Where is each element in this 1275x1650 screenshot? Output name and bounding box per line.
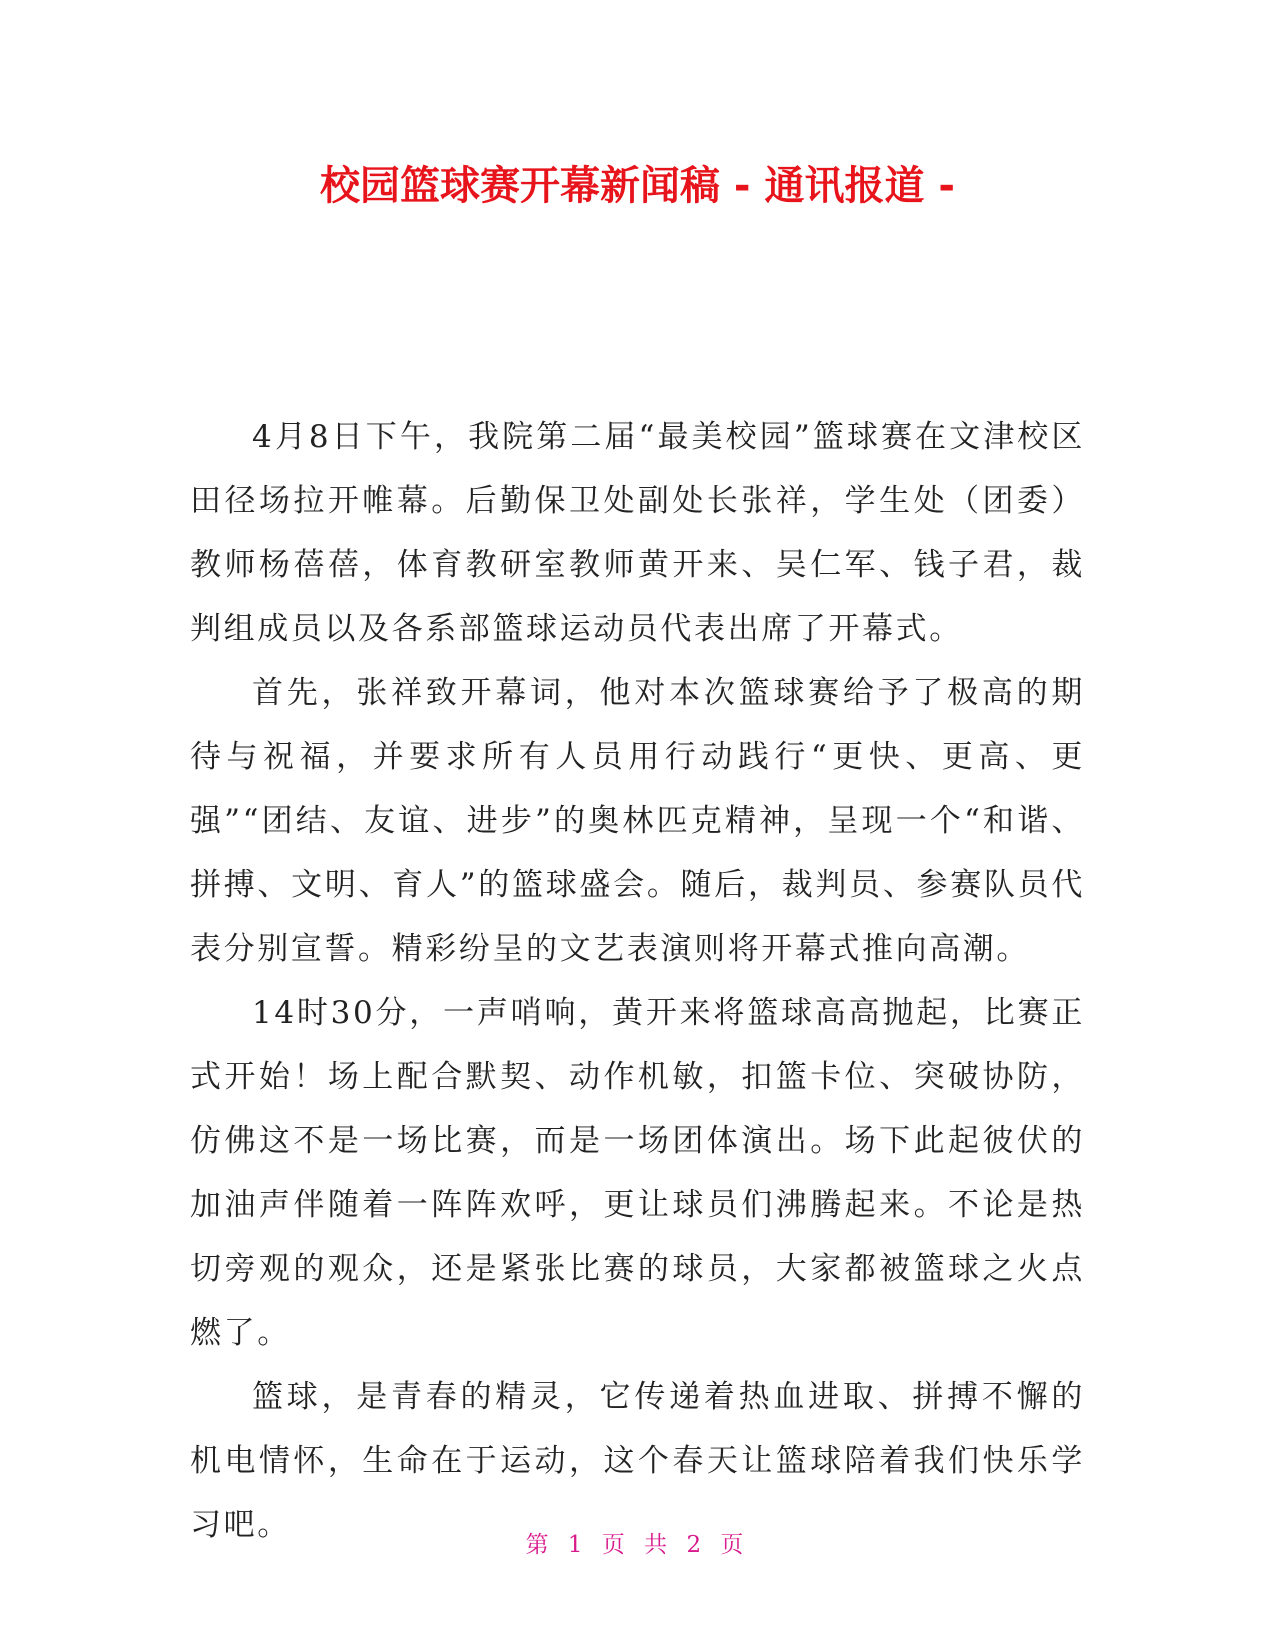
article-body — [190, 405, 1085, 1557]
paragraph-3: 14时30分，一声哨响，黄开来将篮球高高抛起，比赛正式开始！场上配合默契、动作机敏，扣篮卡位、突破协防，仿佛这不是一场比赛，而是一场团体演出。场下此起彼伏的加油声伴随着一阵阵欢呼，更让球员们沸腾起来。不论是热切旁观的观众，还是紧张比赛的球员，大家都被篮球之火点燃了。 — [190, 995, 1085, 1351]
paragraph-2: 首先，张祥致开幕词，他对本次篮球赛给予了极高的期待与祝福，并要求所有人员用行动践行“更快、更高、更强”“团结、友谊、进步”的奥林匹克精神，呈现一个“和谐、拼搏、文明、育人”的篮球盛会。随后，裁判员、参赛队员代表分别宣誓。精彩纷呈的文艺表演则将开幕式推向高潮。 — [190, 675, 1085, 967]
paragraph-4: 篮球，是青春的精灵，它传递着热血进取、拼搏不懈的机电情怀，生命在于运动，这个春天让篮球陪着我们快乐学习吧。 — [190, 1379, 1085, 1543]
paragraph-1: 4月8日下午，我院第二届“最美校园”篮球赛在文津校区田径场拉开帷幕。后勤保卫处副处长张祥，学生处（团委）教师杨蓓蓓，体育教研室教师黄开来、吴仁军、钱子君，裁判组成员以及各系部篮球运动员代表出席了开幕式。 — [190, 419, 1085, 647]
page-title: 校园篮球赛开幕新闻稿 - 通讯报道 - — [320, 163, 955, 209]
page-number-footer: 第 1 页 共 2 页 — [525, 1532, 750, 1558]
